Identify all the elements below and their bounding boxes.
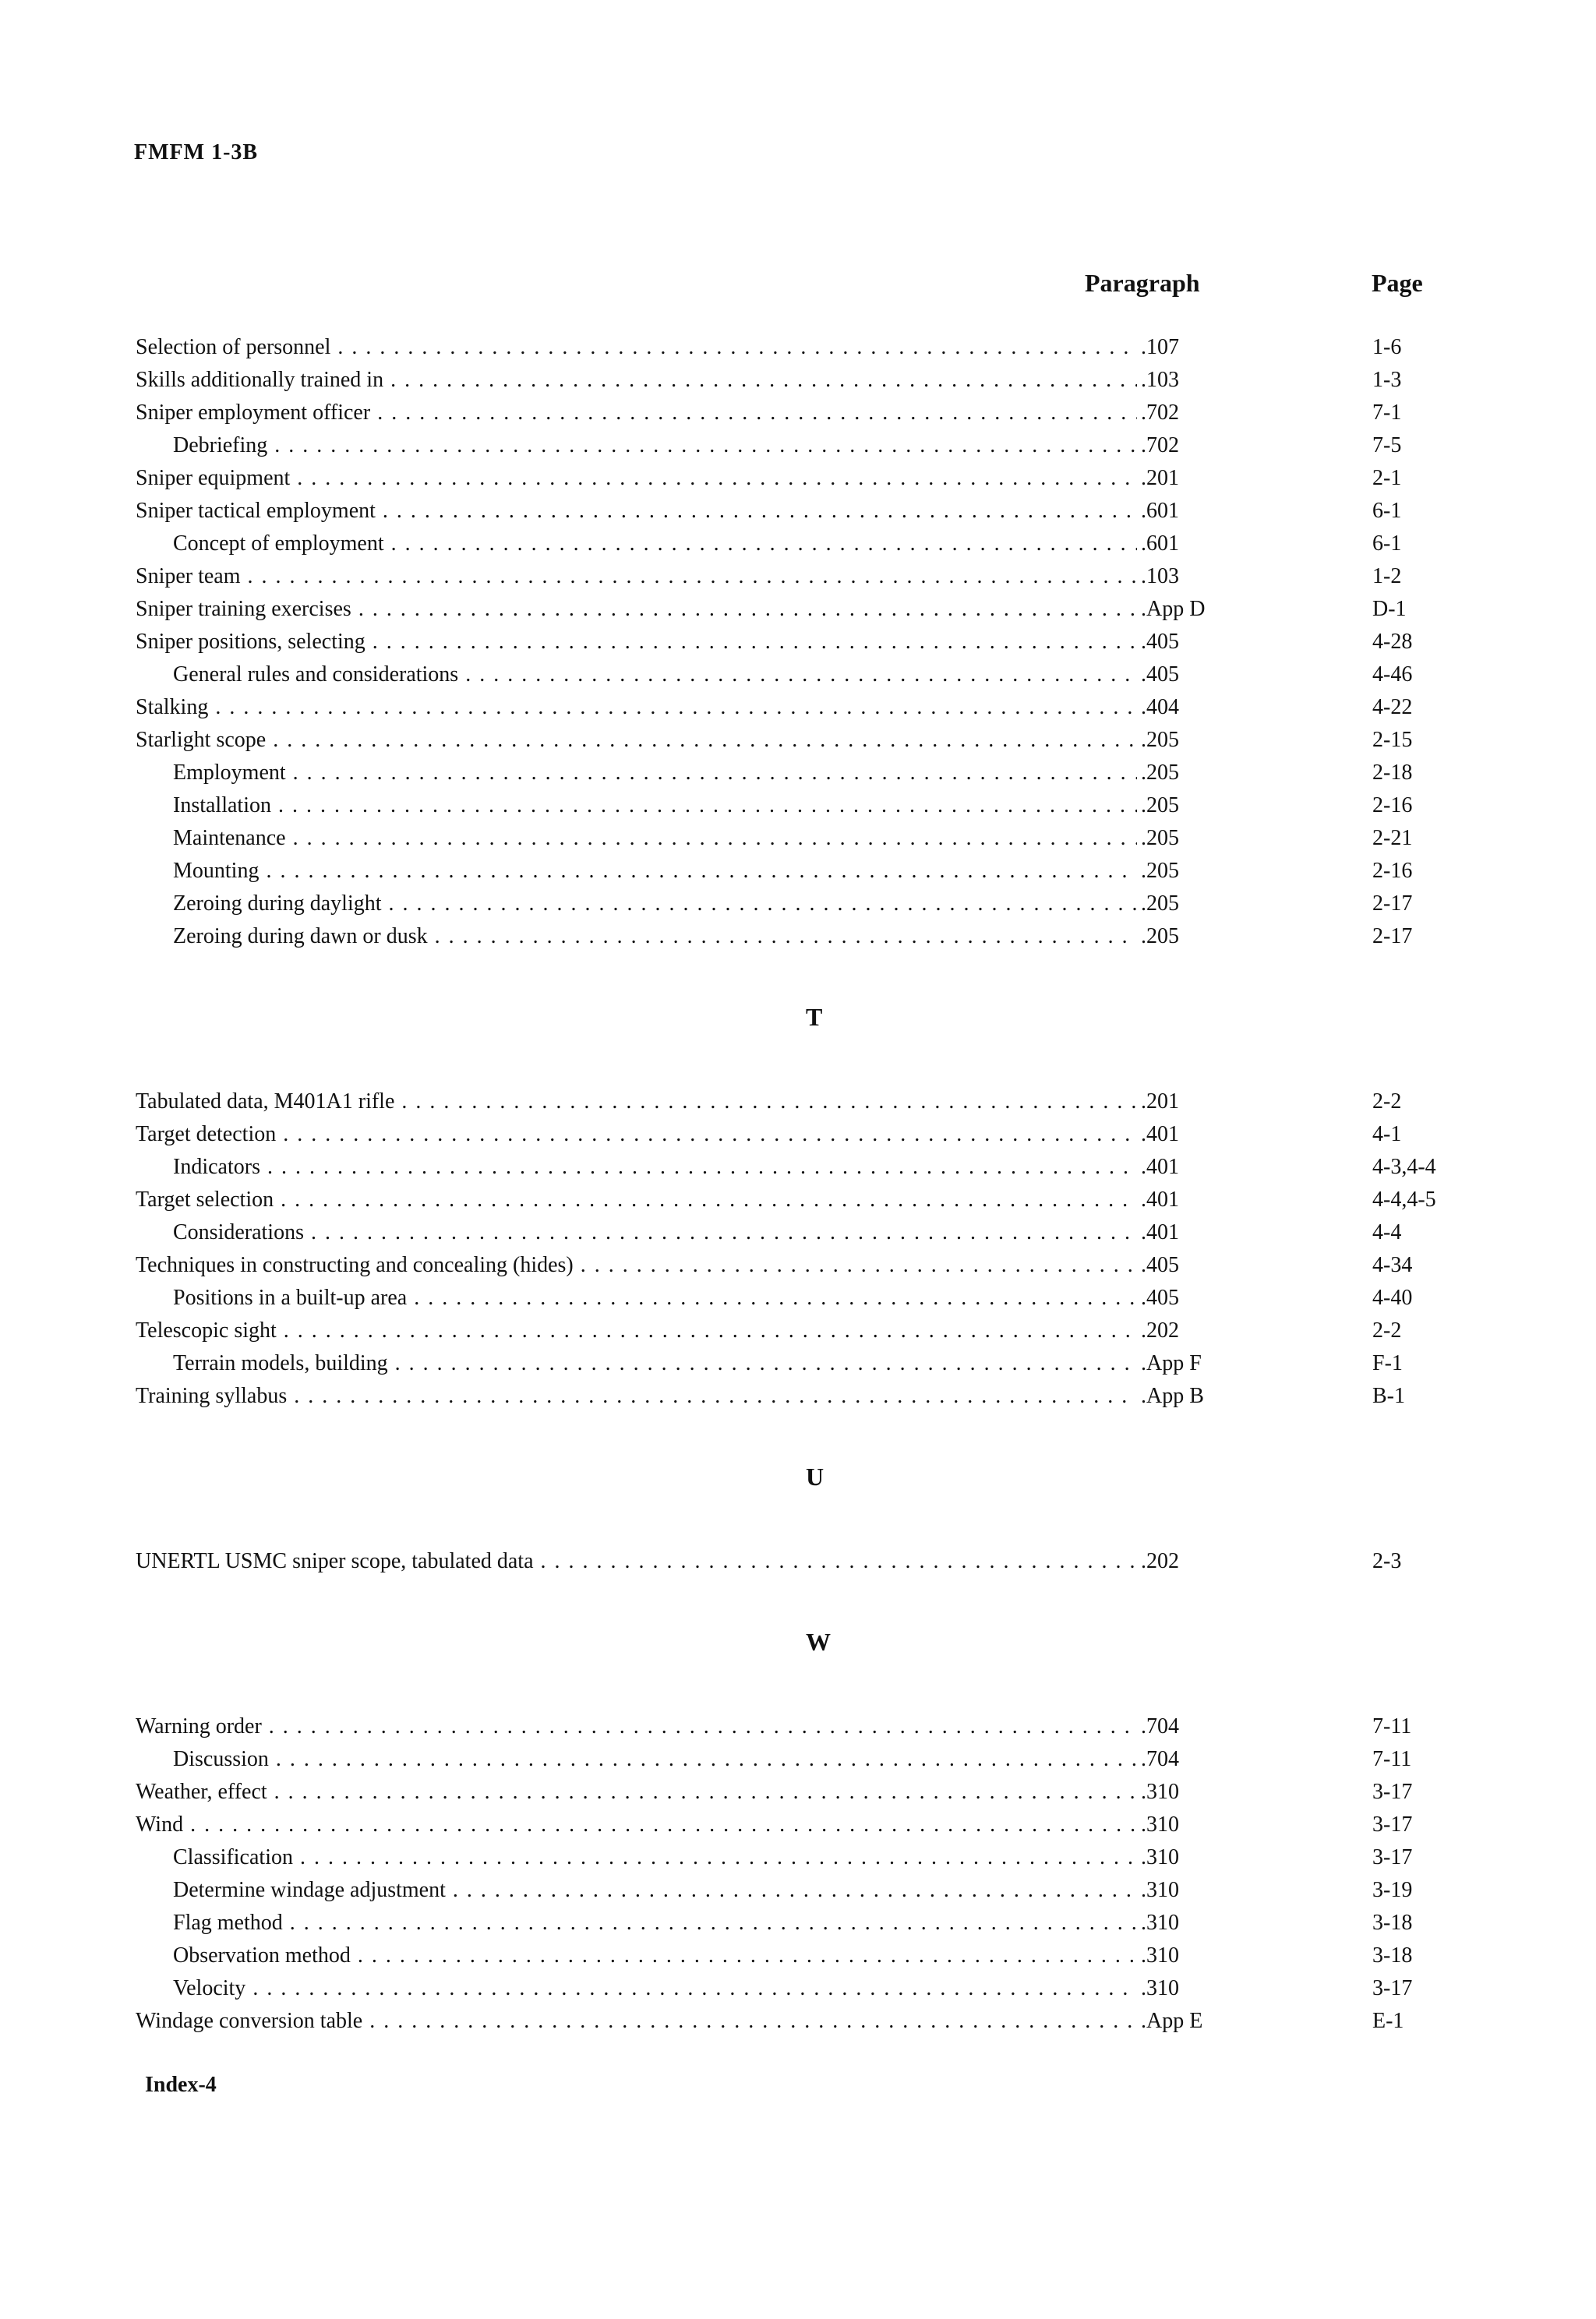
paragraph-ref: .310 (1141, 1911, 1179, 1935)
index-entry (136, 888, 1460, 920)
paragraph-ref: .107 (1141, 335, 1179, 359)
paragraph-ref: .401 (1141, 1220, 1179, 1244)
index-term: Discussion . . . (136, 1743, 1137, 1776)
index-term: Determine windage adjustment . . . (136, 1874, 1137, 1907)
page-ref: F-1 (1372, 1351, 1403, 1375)
index-term: Flag method . . . (136, 1907, 1137, 1940)
index-entry (136, 1841, 1460, 1874)
index-term: Positions in a built-up area . . . (136, 1282, 1137, 1315)
page-ref: 2-2 (1372, 1089, 1402, 1114)
index-term: Telescopic sight . . . (136, 1315, 1137, 1347)
section-letter-label: U (806, 1463, 824, 1491)
paragraph-ref: .201 (1141, 466, 1179, 490)
index-entry (136, 528, 1460, 560)
page-ref: 3-19 (1372, 1878, 1413, 1902)
page-ref: 2-15 (1372, 728, 1413, 752)
paragraph-ref: .205 (1141, 826, 1179, 850)
paragraph-ref: .205 (1141, 859, 1179, 883)
index-term: Windage conversion table . . . (136, 2005, 1137, 2038)
index-entry (136, 1907, 1460, 1940)
paragraph-ref: .202 (1141, 1318, 1179, 1343)
index-term: Debriefing . . . (136, 429, 1137, 462)
page-ref: 3-18 (1372, 1911, 1413, 1935)
index-term: Target selection . . . (136, 1184, 1137, 1216)
index-term: Tabulated data, M401A1 rifle . . . (136, 1085, 1137, 1118)
section-letter (136, 1413, 1460, 1545)
paragraph-ref: .405 (1141, 1286, 1179, 1310)
index-entry (136, 1151, 1460, 1184)
index-term: Zeroing during daylight . . . (136, 888, 1137, 920)
index-term: Concept of employment . . . (136, 528, 1137, 560)
page-ref: 4-34 (1372, 1253, 1413, 1277)
page-ref: 3-17 (1372, 1845, 1413, 1869)
index-entry (136, 1249, 1460, 1282)
page-ref: 2-16 (1372, 859, 1413, 883)
index-entry (136, 1184, 1460, 1216)
index-entry (136, 658, 1460, 691)
index-term: Sniper equipment . . . (136, 462, 1137, 495)
index-term: Sniper employment officer . . . (136, 397, 1137, 429)
paragraph-ref: .401 (1141, 1122, 1179, 1146)
index-term: Sniper team . . . (136, 560, 1137, 593)
page-ref: 2-2 (1372, 1318, 1402, 1343)
page-ref: 3-17 (1372, 1812, 1413, 1837)
page-ref: 7-5 (1372, 433, 1402, 457)
page-ref: 4-1 (1372, 1122, 1402, 1146)
page-ref: 2-17 (1372, 924, 1413, 948)
index-entry (136, 462, 1460, 495)
paragraph-ref: .601 (1141, 531, 1179, 556)
section-letter-label: T (806, 1003, 823, 1031)
index-entry (136, 560, 1460, 593)
index-entry (136, 626, 1460, 658)
page-ref: 2-16 (1372, 793, 1413, 817)
page-ref: 7-1 (1372, 401, 1402, 425)
index-entry (136, 1545, 1460, 1578)
paragraph-ref: .205 (1141, 728, 1179, 752)
index-entry (136, 789, 1460, 822)
page-ref: 4-46 (1372, 662, 1413, 687)
paragraph-ref: .405 (1141, 662, 1179, 687)
page-footer: Index-4 (145, 2073, 217, 2097)
page-ref: 1-2 (1372, 564, 1402, 588)
paragraph-column-heading: Paragraph (1085, 269, 1200, 297)
index-entry (136, 1710, 1460, 1743)
paragraph-ref: .601 (1141, 499, 1179, 523)
page-ref: 2-1 (1372, 466, 1402, 490)
index-term: General rules and considerations . . . (136, 658, 1137, 691)
paragraph-ref: .App F (1141, 1351, 1202, 1375)
index-term: Weather, effect . . . (136, 1776, 1137, 1809)
index-entry (136, 364, 1460, 397)
page-ref: 2-21 (1372, 826, 1413, 850)
page-ref: 4-22 (1372, 695, 1413, 719)
paragraph-ref: .401 (1141, 1155, 1179, 1179)
index-term: Sniper tactical employment . . . (136, 495, 1137, 528)
paragraph-ref: .103 (1141, 368, 1179, 392)
paragraph-ref: .205 (1141, 924, 1179, 948)
index-term: Classification . . . (136, 1841, 1137, 1874)
index-entry (136, 1940, 1460, 1972)
paragraph-ref: .310 (1141, 1976, 1179, 2000)
paragraph-ref: .405 (1141, 1253, 1179, 1277)
page-ref: 7-11 (1372, 1747, 1412, 1771)
page-ref: 4-4,4-5 (1372, 1188, 1436, 1212)
paragraph-ref: .704 (1141, 1747, 1179, 1771)
paragraph-ref: .205 (1141, 793, 1179, 817)
index-entry (136, 1282, 1460, 1315)
paragraph-ref: .702 (1141, 401, 1179, 425)
section-letter (136, 953, 1460, 1085)
paragraph-ref: .404 (1141, 695, 1179, 719)
paragraph-ref: .702 (1141, 433, 1179, 457)
index-term: UNERTL USMC sniper scope, tabulated data . . . (136, 1545, 1137, 1578)
page-ref: 2-3 (1372, 1549, 1402, 1573)
paragraph-ref: .App E (1141, 2009, 1203, 2033)
index-entry (136, 1776, 1460, 1809)
page-ref: 4-40 (1372, 1286, 1413, 1310)
index-entry (136, 1972, 1460, 2005)
paragraph-ref: .310 (1141, 1943, 1179, 1968)
paragraph-ref: .201 (1141, 1089, 1179, 1114)
index-term: Techniques in constructing and concealing (hides) . . . (136, 1249, 1137, 1282)
index-entry (136, 822, 1460, 855)
index-entry (136, 2005, 1460, 2038)
paragraph-ref: .App B (1141, 1384, 1204, 1408)
index-entry (136, 331, 1460, 364)
paragraph-ref: .405 (1141, 630, 1179, 654)
index-entry (136, 1216, 1460, 1249)
paragraph-ref: .704 (1141, 1714, 1179, 1738)
paragraph-ref: .103 (1141, 564, 1179, 588)
paragraph-ref: .App D (1141, 597, 1206, 621)
index-term: Installation . . . (136, 789, 1137, 822)
index-entry (136, 855, 1460, 888)
paragraph-ref: .310 (1141, 1812, 1179, 1837)
index-term: Target detection . . . (136, 1118, 1137, 1151)
index-term: Skills additionally trained in . . . (136, 364, 1137, 397)
index-entry (136, 1315, 1460, 1347)
index-entry (136, 757, 1460, 789)
index-term: Sniper training exercises . . . (136, 593, 1137, 626)
page-ref: 2-18 (1372, 761, 1413, 785)
index-term: Zeroing during dawn or dusk . . . (136, 920, 1137, 953)
index-term: Stalking . . . (136, 691, 1137, 724)
index-term: Training syllabus . . . (136, 1380, 1137, 1413)
section-letter-label: W (806, 1628, 831, 1656)
index-entry (136, 1809, 1460, 1841)
page-ref: 3-17 (1372, 1780, 1413, 1804)
index-term: Starlight scope . . . (136, 724, 1137, 757)
paragraph-ref: .401 (1141, 1188, 1179, 1212)
page-ref: 4-3,4-4 (1372, 1155, 1436, 1179)
index-term: Terrain models, building . . . (136, 1347, 1137, 1380)
index-entry (136, 1874, 1460, 1907)
index-entry (136, 1118, 1460, 1151)
index-term: Observation method . . . (136, 1940, 1137, 1972)
index-entry (136, 1380, 1460, 1413)
page-ref: 3-18 (1372, 1943, 1413, 1968)
page-ref: 4-4 (1372, 1220, 1402, 1244)
index-term: Sniper positions, selecting . . . (136, 626, 1137, 658)
index-term: Wind . . . (136, 1809, 1137, 1841)
page-column-heading: Page (1372, 269, 1423, 297)
index-term: Mounting . . . (136, 855, 1137, 888)
page-ref: 7-11 (1372, 1714, 1412, 1738)
index-entry (136, 1347, 1460, 1380)
index-term: Maintenance . . . (136, 822, 1137, 855)
index-term: Warning order . . . (136, 1710, 1137, 1743)
paragraph-ref: .310 (1141, 1780, 1179, 1804)
index-entry (136, 724, 1460, 757)
paragraph-ref: .205 (1141, 891, 1179, 916)
index-term: Indicators . . . (136, 1151, 1137, 1184)
page-ref: D-1 (1372, 597, 1407, 621)
index-term: Considerations . . . (136, 1216, 1137, 1249)
index-entry (136, 1743, 1460, 1776)
paragraph-ref: .202 (1141, 1549, 1179, 1573)
index-entry (136, 691, 1460, 724)
page-ref: 6-1 (1372, 531, 1402, 556)
index-term: Velocity . . . (136, 1972, 1137, 2005)
running-head: FMFM 1-3B (134, 140, 259, 164)
index-entry (136, 397, 1460, 429)
paragraph-ref: .205 (1141, 761, 1179, 785)
page-ref: B-1 (1372, 1384, 1405, 1408)
page-ref: 1-6 (1372, 335, 1402, 359)
page-ref: 1-3 (1372, 368, 1402, 392)
index-entry (136, 1085, 1460, 1118)
section-letter (136, 1578, 1460, 1710)
page-ref: 6-1 (1372, 499, 1402, 523)
index-entry (136, 429, 1460, 462)
index-entry (136, 920, 1460, 953)
index-entry (136, 495, 1460, 528)
page-ref: 2-17 (1372, 891, 1413, 916)
index-body (136, 331, 1460, 2038)
page-ref: 3-17 (1372, 1976, 1413, 2000)
index-term: Selection of personnel . . . (136, 331, 1137, 364)
index-term: Employment . . . (136, 757, 1137, 789)
index-entry (136, 593, 1460, 626)
paragraph-ref: .310 (1141, 1845, 1179, 1869)
page-ref: 4-28 (1372, 630, 1413, 654)
paragraph-ref: .310 (1141, 1878, 1179, 1902)
page-ref: E-1 (1372, 2009, 1404, 2033)
